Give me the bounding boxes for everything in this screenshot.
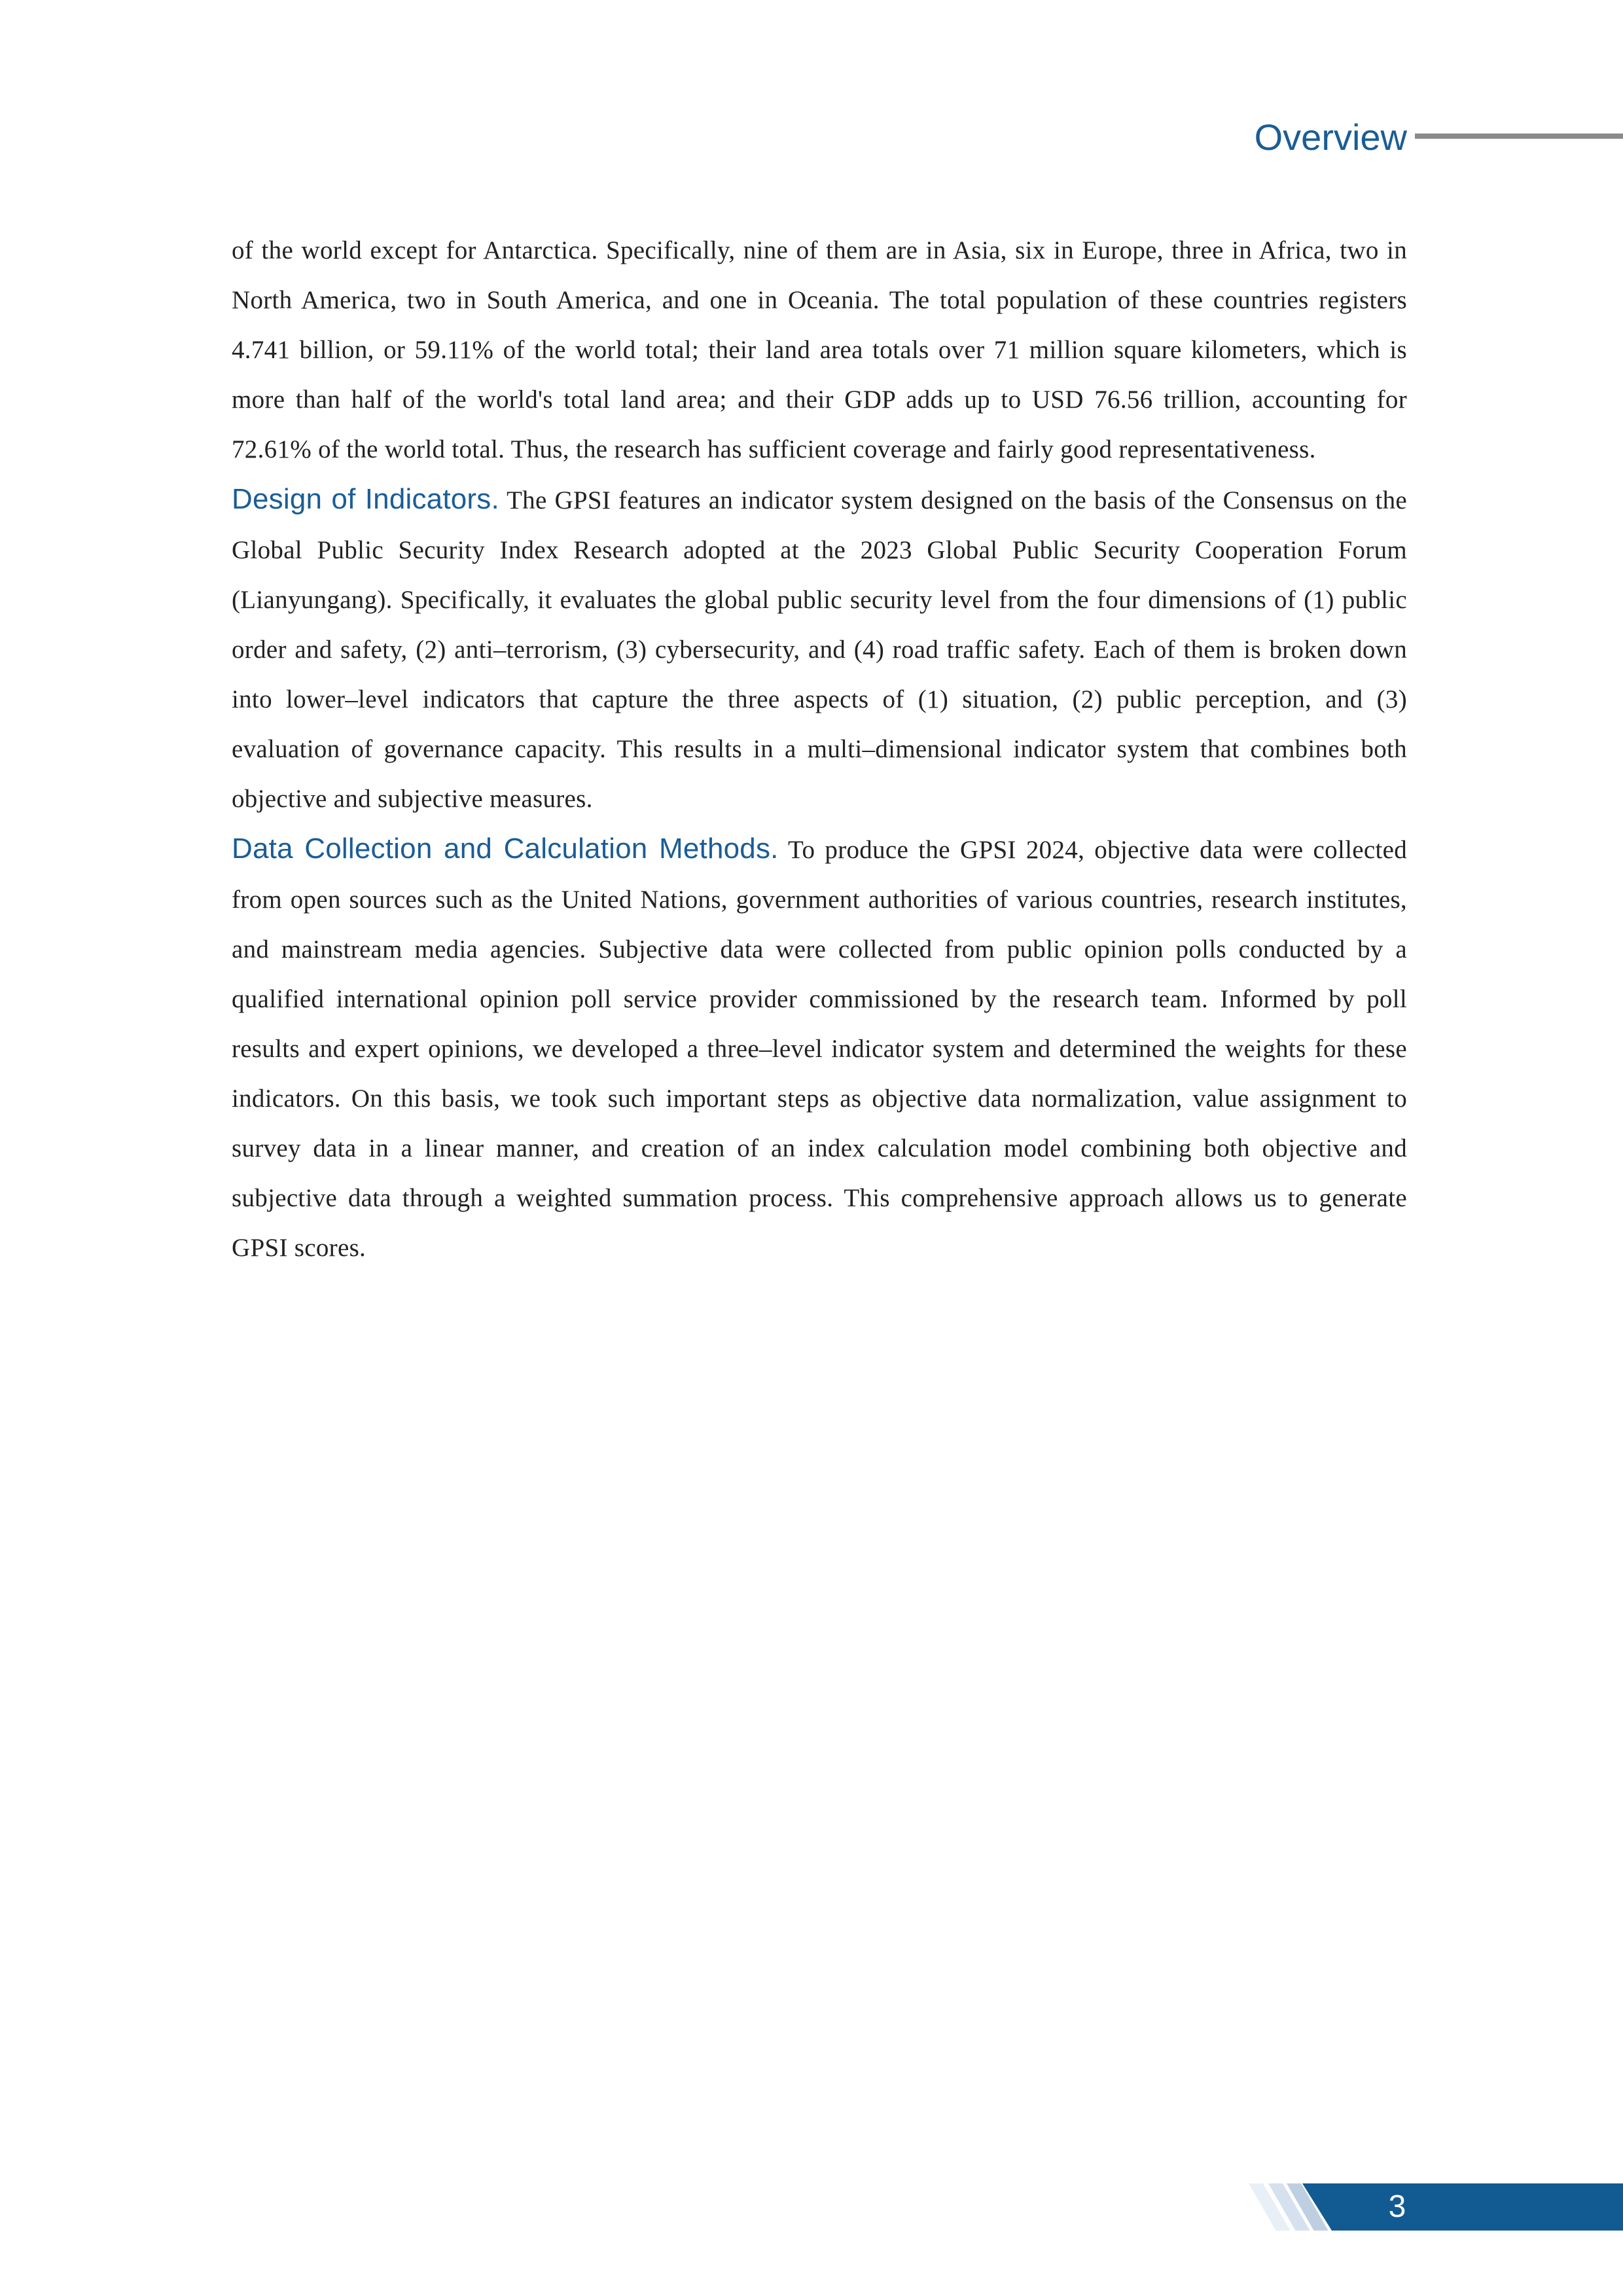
paragraph-data-collection <box>232 824 1407 1273</box>
header-rule <box>1415 134 1623 139</box>
footer-bar <box>1302 2183 1623 2231</box>
page-footer <box>0 2183 1623 2231</box>
paragraph-coverage: of the world except for Antarctica. Specifically, nine of them are in Asia, six in Europe, three in Africa, two in North America, two in South America, and one in Oceania. The total population of these countries registers 4.741 billion, or 59.11% of the world total; their land area totals over 71 million square kilometers, which is more than half of the world's total land area; and their GDP adds up to USD 76.56 trillion, accounting for 72.61% of the world total. Thus, the research has sufficient coverage and fairly good representativeness. <box>232 236 1407 463</box>
paragraph-lead-design-of-indicators: Design of Indicators. <box>232 483 499 515</box>
paragraph-body-data-collection: To produce the GPSI 2024, objective data were collected from open sources such as the United Nations, government authorities of various countries, research institutes, and mainstream media agencies. Subjective data were collected from public opinion polls conducted by a qualified international opinion poll service provider commissioned by the research team. Informed by poll results and expert opinions, we developed a three–level indicator system and determined the weights for these indicators. On this basis, we took such important steps as objective data normalization, value assignment to survey data in a linear manner, and creation of an index calculation model combining both objective and subjective data through a weighted summation process. This comprehensive approach allows us to generate GPSI scores. <box>232 836 1407 1262</box>
page-number: 3 <box>1388 2189 1406 2224</box>
page-header <box>0 111 1623 164</box>
paragraph-lead-data-collection: Data Collection and Calculation Methods. <box>232 833 779 865</box>
paragraph-design-of-indicators <box>232 475 1407 824</box>
page-content <box>232 226 1407 1273</box>
section-title: Overview <box>1254 117 1407 158</box>
paragraph-body-design-of-indicators: The GPSI features an indicator system designed on the basis of the Consensus on the Global Public Security Index Research adopted at the 2023 Global Public Security Cooperation Forum (Lianyungang). Specifically, it evaluates the global public security level from the four dimensions of (1) public order and safety, (2) anti–terrorism, (3) cybersecurity, and (4) road traffic safety. Each of them is broken down into lower–level indicators that capture the three aspects of (1) situation, (2) public perception, and (3) evaluation of governance capacity. This results in a multi–dimensional indicator system that combines both objective and subjective measures. <box>232 486 1407 813</box>
